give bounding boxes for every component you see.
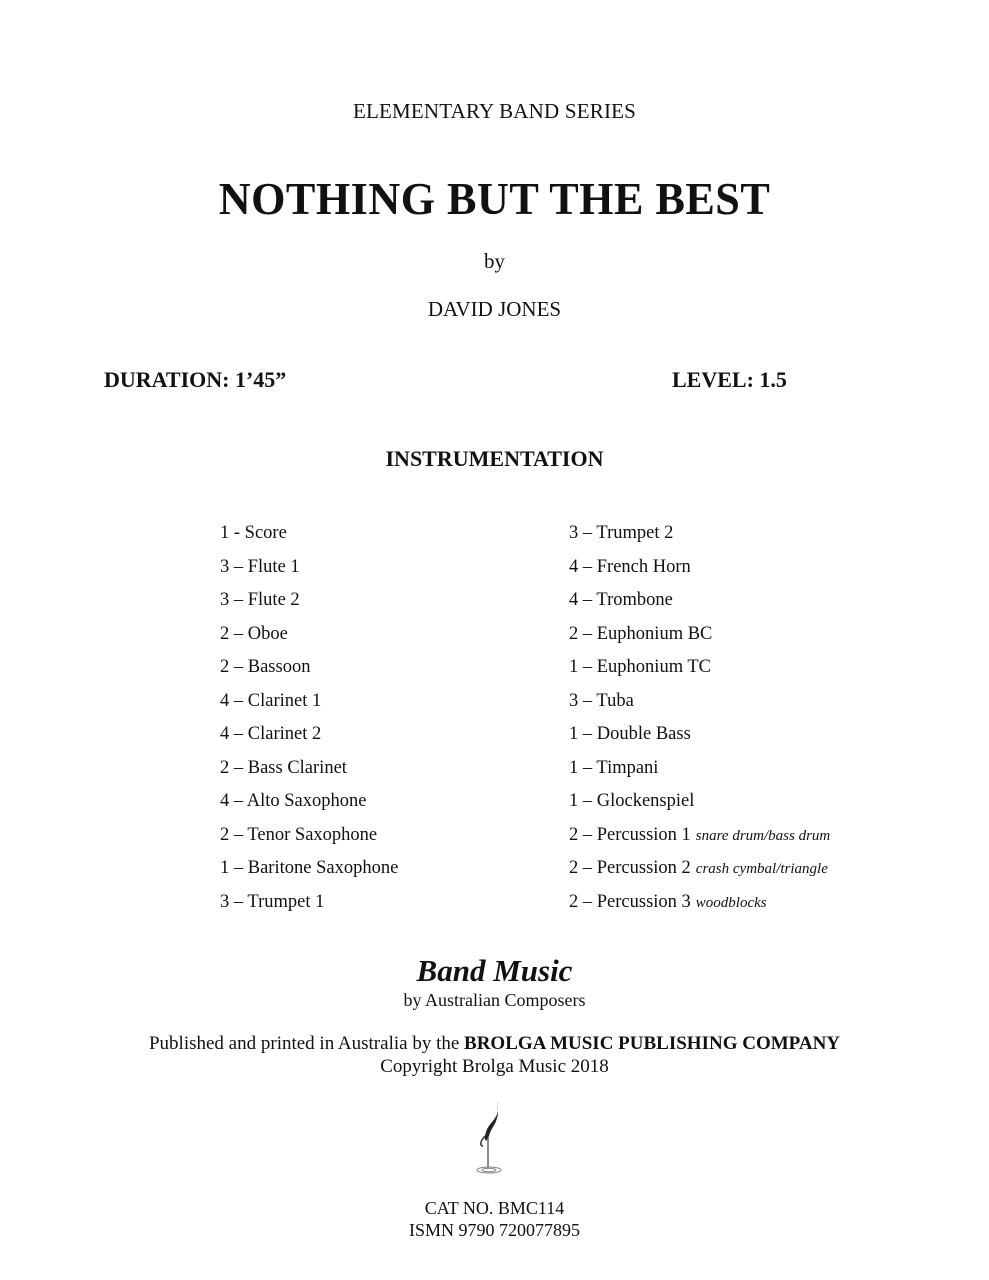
list-item [569,689,830,723]
duration-label: DURATION: 1’45” [104,367,287,392]
list-item [220,588,398,622]
list-item [569,655,830,689]
publisher-name: BROLGA MUSIC PUBLISHING COMPANY [464,1033,841,1054]
instrument-label: 2 – Bassoon [220,657,311,677]
by-label: by [484,249,505,273]
list-item [220,890,398,924]
list-item [569,789,830,823]
instrument-label: 3 – Trumpet 1 [220,891,325,912]
list-item [220,622,398,656]
instrument-label: 2 – Percussion 2 [569,858,691,878]
list-item [220,655,398,689]
list-item [569,622,830,656]
instrument-label: 3 – Trumpet 2 [569,523,674,543]
list-item [569,856,830,890]
instrumentation-right-column [569,521,830,923]
list-item [220,823,398,857]
brolga-bird-logo-icon [465,1096,515,1176]
instrument-label: 4 – Trombone [569,590,673,610]
instrument-label: 2 – Tenor Saxophone [220,824,378,845]
instrument-label: 3 – Flute 1 [220,556,300,577]
list-item [220,856,398,890]
list-item [220,756,398,790]
instrument-label: 2 – Oboe [220,623,288,644]
copyright-line: Copyright Brolga Music 2018 [380,1056,609,1077]
list-item [569,521,830,555]
instrument-label: 2 – Percussion 1 [569,824,691,845]
instrument-note: woodblocks [695,894,767,911]
list-item [220,689,398,723]
instrument-label: 4 – Alto Saxophone [220,791,367,811]
list-item [569,722,830,756]
list-item [220,722,398,756]
instrument-label: 1 – Euphonium TC [569,657,712,677]
publisher-prefix: Published and printed in Australia by the [148,1033,465,1054]
list-item [569,890,830,924]
brand-title: Band Music [416,953,573,988]
series-label: ELEMENTARY BAND SERIES [352,99,637,123]
publisher-line [0,1033,989,1055]
list-item [569,756,830,790]
list-item [220,521,398,555]
instrument-label: 4 – Clarinet 1 [220,690,322,711]
brand-subtitle: by Australian Composers [403,990,586,1010]
instrument-label: 3 – Flute 2 [220,590,300,610]
instrument-label: 4 – Clarinet 2 [220,724,322,744]
instrument-label: 2 – Euphonium BC [569,623,713,644]
catalog-number: CAT NO. BMC114 [424,1198,565,1218]
level-label: LEVEL: 1.5 [672,367,787,392]
instrumentation-left-column [220,521,398,923]
instrument-label: 4 – French Horn [569,556,691,577]
composer-name: DAVID JONES [427,297,562,321]
list-item [569,588,830,622]
list-item [569,555,830,589]
instrument-label: 1 – Timpani [569,757,659,778]
instrument-label: 2 – Bass Clarinet [220,757,347,778]
instrumentation-heading: INSTRUMENTATION [385,446,604,471]
instrument-label: 1 – Glockenspiel [569,791,695,811]
instrument-label: 2 – Percussion 3 [569,891,691,912]
instrument-note: crash cymbal/triangle [695,861,828,877]
instrument-label: 3 – Tuba [569,690,634,711]
list-item [220,555,398,589]
instrument-label: 1 – Baritone Saxophone [220,858,399,878]
page-title: NOTHING BUT THE BEST [218,173,771,224]
instrument-note: snare drum/bass drum [695,827,831,844]
instrument-label: 1 - Score [220,523,287,543]
list-item [220,789,398,823]
ismn-number: ISMN 9790 720077895 [408,1220,580,1240]
instrument-label: 1 – Double Bass [569,724,691,744]
list-item [569,823,830,857]
